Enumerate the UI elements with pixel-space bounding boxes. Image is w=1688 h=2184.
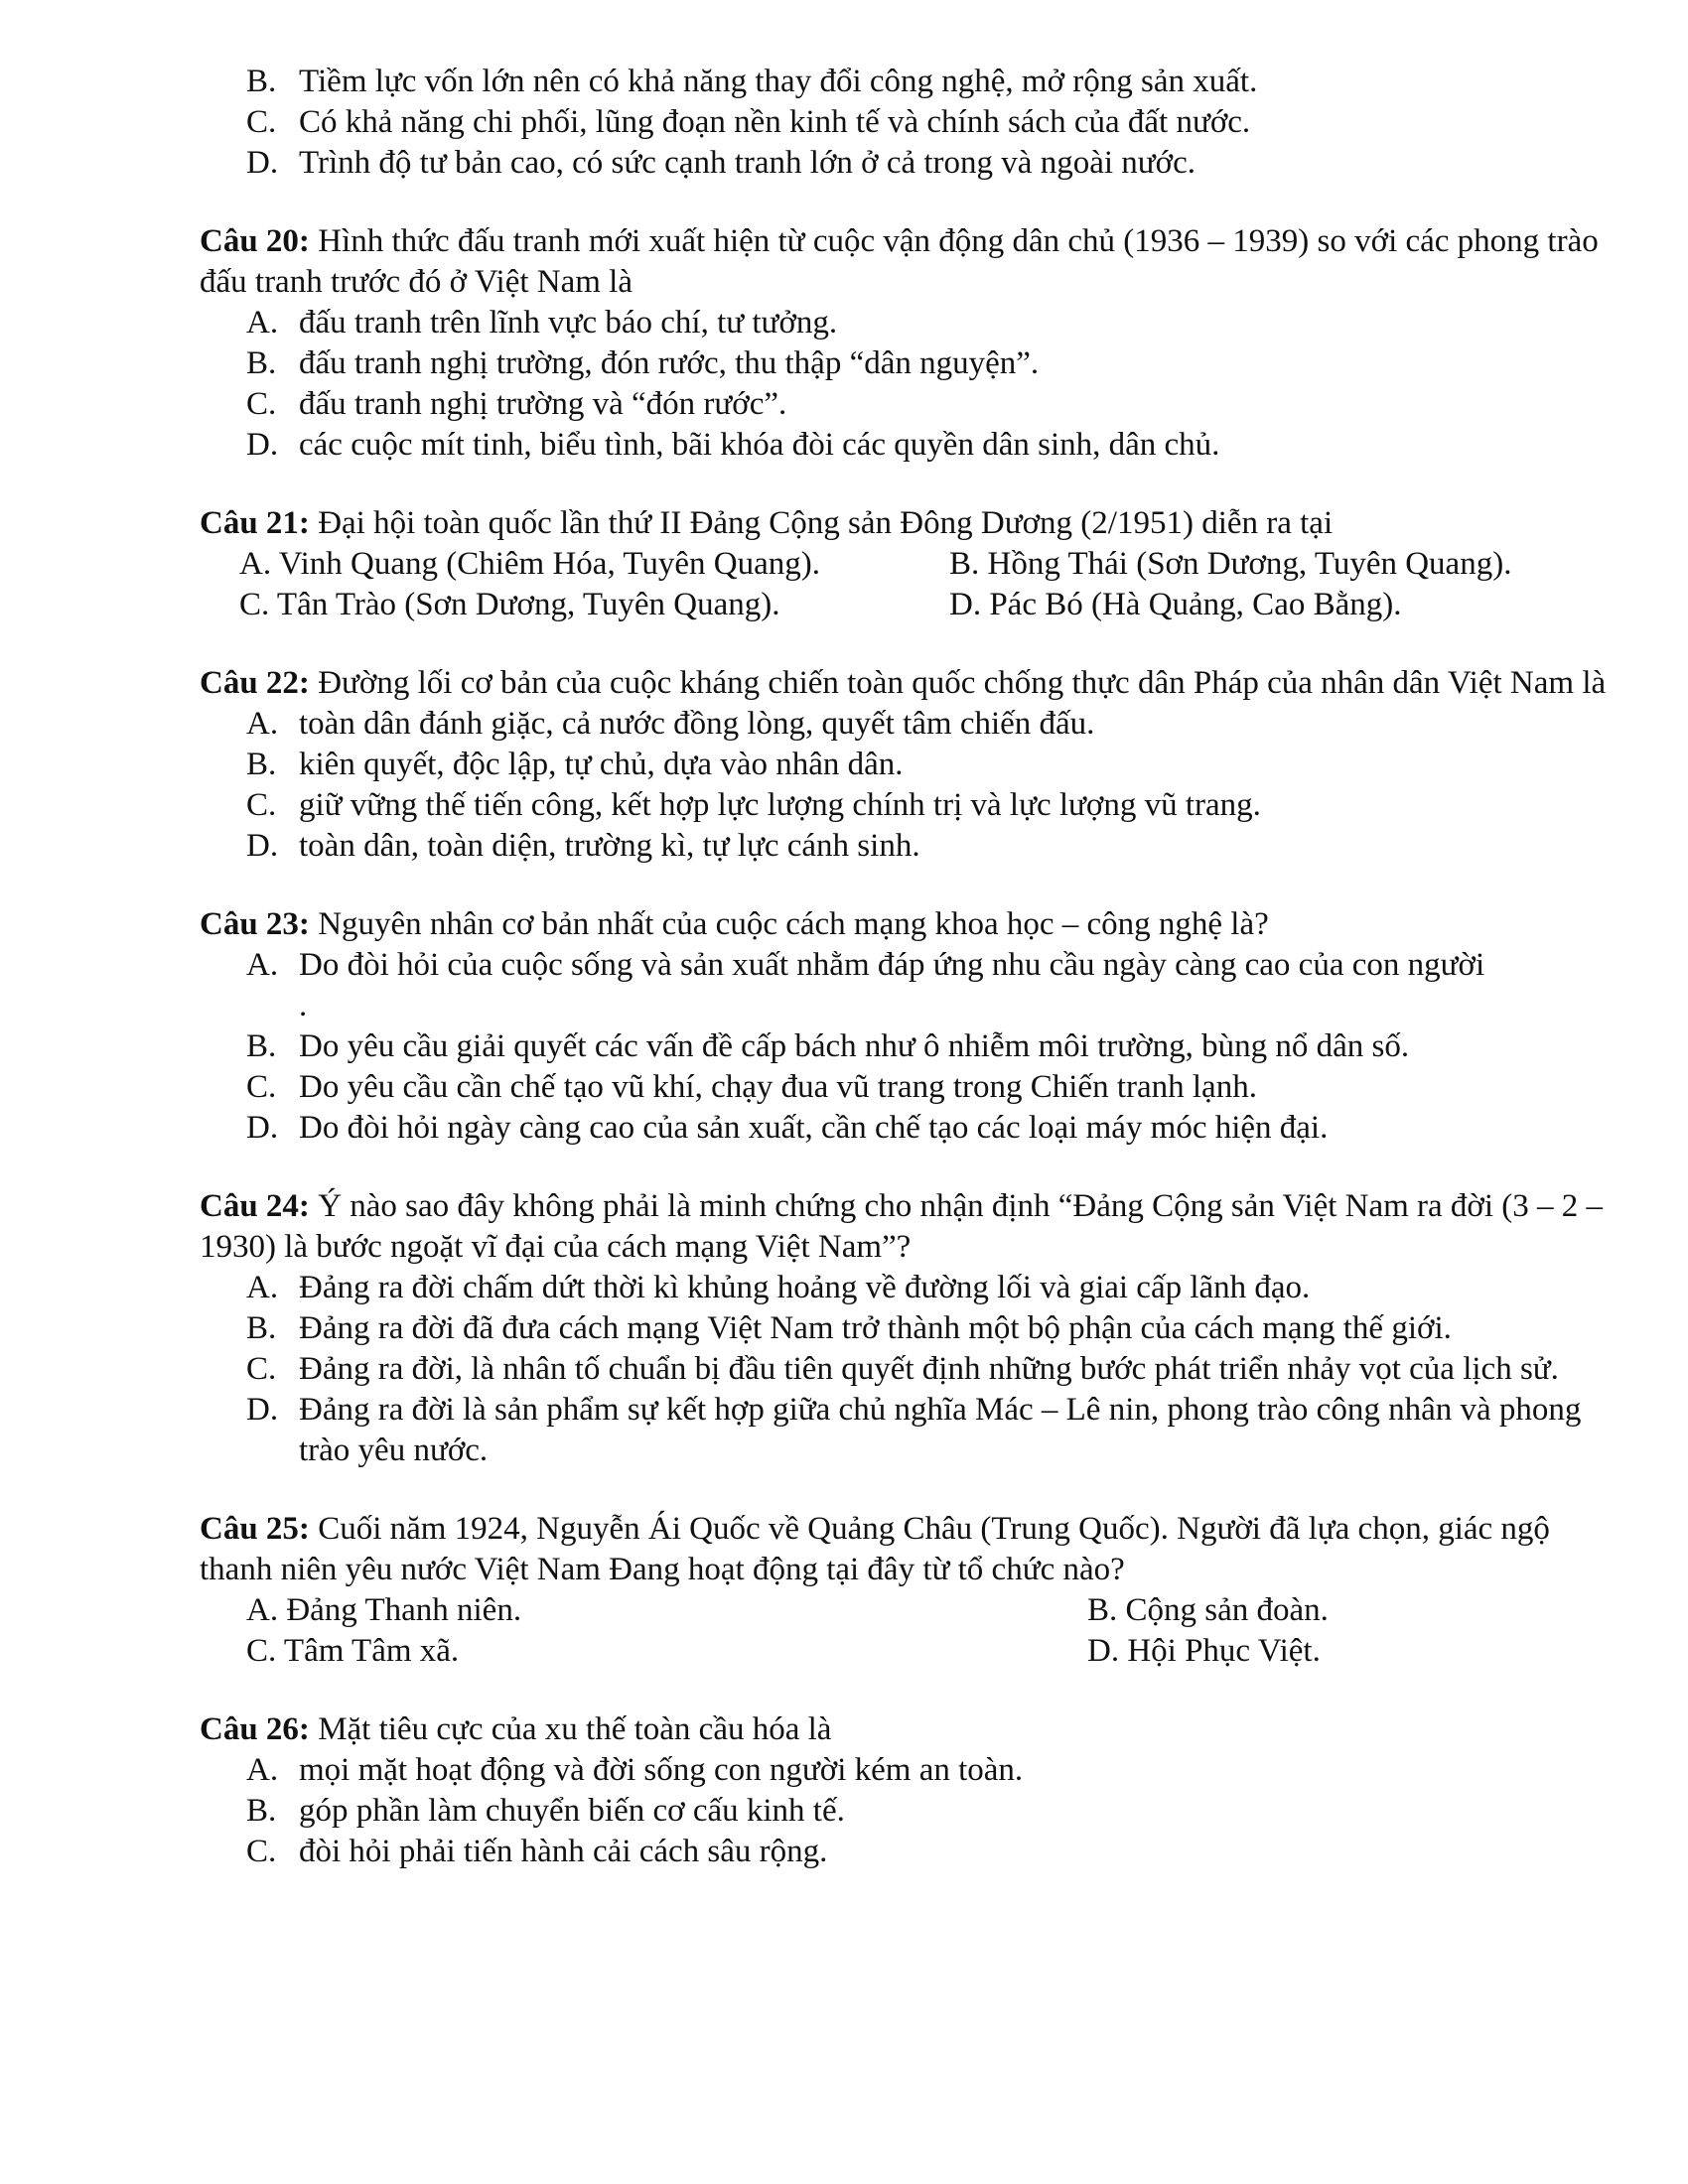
option-text: toàn dân, toàn diện, trường kì, tự lực cánh sinh. [299, 828, 920, 864]
answer-option-d: D. Pác Bó (Hà Quảng, Cao Bằng). [949, 587, 1402, 622]
question-26 [200, 1709, 1610, 1872]
option-letter: C. [246, 787, 277, 823]
answer-option [200, 785, 1610, 826]
option-text: Có khả năng chi phối, lũng đoạn nền kinh tế và chính sách của đất nước. [299, 104, 1251, 140]
question-number: Câu 26: [200, 1711, 310, 1747]
answer-option [200, 384, 1610, 425]
option-text: Do yêu cầu giải quyết các vấn đề cấp bách như ô nhiễm môi trường, bùng nổ dân số. [299, 1028, 1410, 1064]
option-letter: D. [246, 1392, 279, 1428]
option-letter: A. [246, 706, 279, 742]
question-number: Câu 24: [200, 1188, 310, 1224]
answer-option [200, 425, 1610, 466]
question-text: Nguyên nhân cơ bản nhất của cuộc cách mạng khoa học – công nghệ là? [309, 906, 1269, 942]
answer-option [200, 102, 1610, 143]
answer-option-b: B. Cộng sản đoàn. [1087, 1592, 1329, 1628]
answer-option-c: C. Tâm Tâm xã. [246, 1633, 460, 1669]
answer-option-d: D. Hội Phục Việt. [1087, 1633, 1321, 1669]
question-text: Cuối năm 1924, Nguyễn Ái Quốc về Quảng Châu (Trung Quốc). Người đã lựa chọn, giác ngộ thanh niên yêu nước Việt Nam Đang hoạt động tại đây từ tổ chức nào? [200, 1511, 1550, 1587]
option-letter: D. [246, 1110, 279, 1146]
option-row [200, 1631, 1610, 1672]
option-letter: A. [246, 947, 279, 983]
answer-option-b: B. Hồng Thái (Sơn Dương, Tuyên Quang). [949, 546, 1512, 582]
question-number: Câu 20: [200, 223, 310, 259]
answer-option [200, 1108, 1610, 1149]
option-letter: C. [246, 1351, 277, 1387]
answer-option [200, 1750, 1610, 1791]
option-text: Đảng ra đời đã đưa cách mạng Việt Nam trở thành một bộ phận của cách mạng thế giới. [299, 1310, 1452, 1346]
option-text: toàn dân đánh giặc, cả nước đồng lòng, quyết tâm chiến đấu. [299, 706, 1095, 742]
option-text: giữ vững thế tiến công, kết hợp lực lượng chính trị và lực lượng vũ trang. [299, 787, 1261, 823]
option-letter: A. [246, 1270, 279, 1305]
option-letter: B. [246, 345, 277, 381]
question-text: Đường lối cơ bản của cuộc kháng chiến toàn quốc chống thực dân Pháp của nhân dân Việt Nam là [309, 665, 1607, 701]
answer-option [200, 1791, 1610, 1832]
question-stem [200, 1709, 1610, 1750]
question-text: Ý nào sao đây không phải là minh chứng cho nhận định “Đảng Cộng sản Việt Nam ra đời (3 – 2 – 1930) là bước ngoặt vĩ đại của cách mạng Việt Nam”? [200, 1188, 1604, 1265]
answer-option-a: A. Đảng Thanh niên. [246, 1592, 522, 1628]
option-letter: B. [246, 1793, 277, 1829]
question-22 [200, 663, 1610, 867]
option-text: Đảng ra đời là sản phẩm sự kết hợp giữa chủ nghĩa Mác – Lê nin, phong trào công nhân và phong trào yêu nước. [299, 1392, 1582, 1468]
option-letter: B. [246, 747, 277, 782]
answer-option [200, 945, 1610, 986]
option-letter: B. [246, 1310, 277, 1346]
option-text: đấu tranh nghị trường, đón rước, thu thập “dân nguyện”. [299, 345, 1040, 381]
answer-option [200, 303, 1610, 343]
answer-option-a: A. Vinh Quang (Chiêm Hóa, Tuyên Quang). [239, 546, 820, 582]
option-text: mọi mặt hoạt động và đời sống con người kém an toàn. [299, 1752, 1024, 1788]
option-text: đòi hỏi phải tiến hành cải cách sâu rộng. [299, 1834, 828, 1869]
answer-option [200, 62, 1610, 102]
option-letter: A. [246, 1752, 279, 1788]
option-text: Do yêu cầu cần chế tạo vũ khí, chạy đua vũ trang trong Chiến tranh lạnh. [299, 1069, 1257, 1105]
answer-option [200, 1308, 1610, 1349]
question-stem [200, 1186, 1610, 1268]
question-stem [200, 221, 1610, 303]
option-letter: C. [246, 386, 277, 422]
option-row [200, 544, 1610, 585]
option-letter: C. [246, 1069, 277, 1105]
answer-option [200, 1349, 1610, 1390]
option-text: Do đòi hỏi ngày càng cao của sản xuất, cần chế tạo các loại máy móc hiện đại. [299, 1110, 1329, 1146]
question-text: Hình thức đấu tranh mới xuất hiện từ cuộc vận động dân chủ (1936 – 1939) so với các phong trào đấu tranh trước đó ở Việt Nam là [200, 223, 1599, 300]
answer-option [200, 1268, 1610, 1308]
option-text: Tiềm lực vốn lớn nên có khả năng thay đổi công nghệ, mở rộng sản xuất. [299, 64, 1258, 99]
answer-option-c: C. Tân Trào (Sơn Dương, Tuyên Quang). [239, 587, 780, 622]
answer-option [200, 704, 1610, 745]
answer-option [200, 1832, 1610, 1872]
answer-option [200, 143, 1610, 184]
question-stem [200, 904, 1610, 945]
question-stem [200, 1509, 1610, 1590]
option-letter: B. [246, 1028, 277, 1064]
wrapped-period: . [299, 988, 308, 1024]
option-letter: D. [246, 828, 279, 864]
question-25 [200, 1509, 1610, 1672]
option-text: kiên quyết, độc lập, tự chủ, dựa vào nhân dân. [299, 747, 904, 782]
question-19-continued [200, 62, 1610, 184]
option-text: góp phần làm chuyển biến cơ cấu kinh tế. [299, 1793, 845, 1829]
document-content [200, 62, 1610, 1910]
answer-option [200, 1390, 1610, 1471]
question-number: Câu 25: [200, 1511, 310, 1547]
option-letter: B. [246, 64, 277, 99]
answer-option [200, 826, 1610, 867]
option-letter: D. [246, 145, 279, 181]
option-letter: A. [246, 305, 279, 341]
option-text: Trình độ tư bản cao, có sức cạnh tranh lớn ở cả trong và ngoài nước. [299, 145, 1196, 181]
option-text: các cuộc mít tinh, biểu tình, bãi khóa đòi các quyền dân sinh, dân chủ. [299, 427, 1220, 463]
question-text: Đại hội toàn quốc lần thứ II Đảng Cộng sản Đông Dương (2/1951) diễn ra tại [309, 505, 1334, 541]
option-text: Do đòi hỏi của cuộc sống và sản xuất nhằm đáp ứng nhu cầu ngày càng cao của con người [299, 947, 1485, 983]
question-number: Câu 23: [200, 906, 310, 942]
option-letter: C. [246, 104, 277, 140]
question-24 [200, 1186, 1610, 1471]
question-stem [200, 663, 1610, 704]
option-row [200, 585, 1610, 625]
option-letter: D. [246, 427, 279, 463]
option-text: đấu tranh trên lĩnh vực báo chí, tư tưởng. [299, 305, 838, 341]
question-number: Câu 21: [200, 505, 310, 541]
question-21 [200, 503, 1610, 625]
answer-option [200, 745, 1610, 785]
option-text: Đảng ra đời chấm dứt thời kì khủng hoảng về đường lối và giai cấp lãnh đạo. [299, 1270, 1311, 1305]
answer-option [200, 343, 1610, 384]
option-row [200, 1590, 1610, 1631]
option-letter: C. [246, 1834, 277, 1869]
question-text: Mặt tiêu cực của xu thế toàn cầu hóa là [309, 1711, 832, 1747]
answer-option [200, 1067, 1610, 1108]
option-text: đấu tranh nghị trường và “đón rước”. [299, 386, 787, 422]
question-20 [200, 221, 1610, 466]
question-stem [200, 503, 1610, 544]
answer-option [200, 1026, 1610, 1067]
question-number: Câu 22: [200, 665, 310, 701]
question-23 [200, 904, 1610, 1149]
option-text: Đảng ra đời, là nhân tố chuẩn bị đầu tiên quyết định những bước phát triển nhảy vọt của lịch sử. [299, 1351, 1559, 1387]
